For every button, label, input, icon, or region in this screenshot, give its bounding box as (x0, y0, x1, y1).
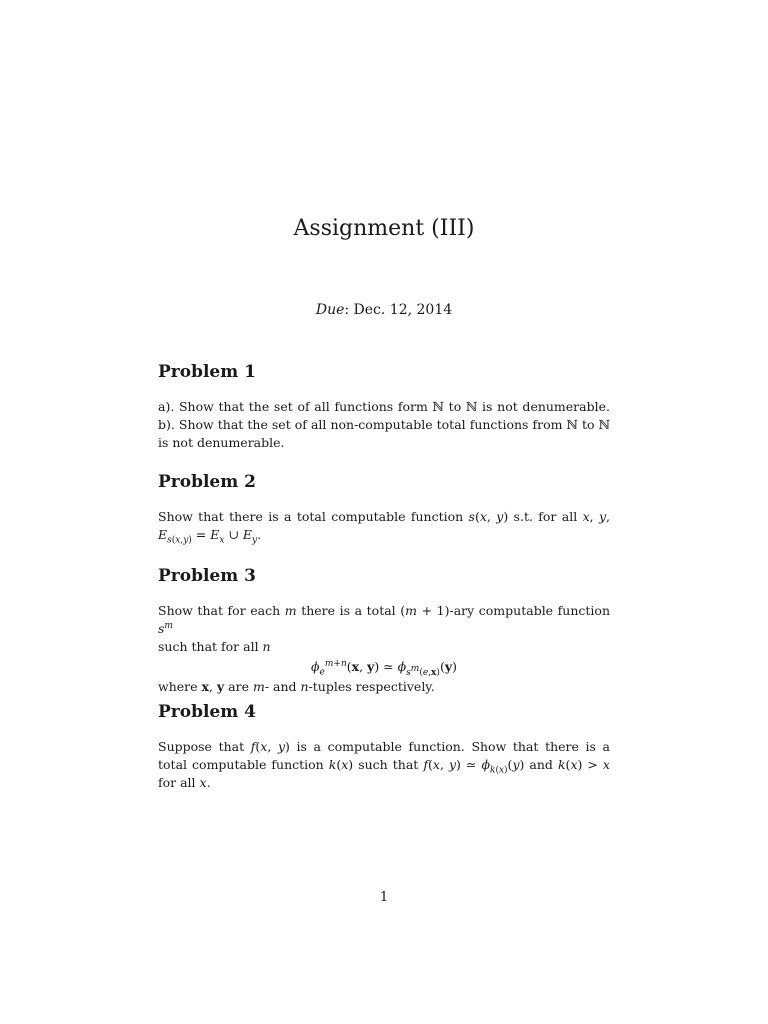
problem-2-heading: Problem 2 (158, 472, 256, 492)
due-label: Due (315, 302, 345, 318)
problem-4-text: Suppose that f(x, y) is a computable function. Show that there is a total computable function k(x) such that f(x, y) ≃ $\phi_{k(x)}(y)$ and k(x) > x for all x. (158, 739, 611, 790)
problem-3-heading: Problem 3 (158, 566, 256, 586)
problem-2-text: Show that there is a total computable function s(x, y) s.t. for all x, y, $E_{s(x,y)} = E_x$ ∪ $E_y$. (158, 509, 610, 546)
problem-2 (158, 472, 610, 544)
problem-4 (158, 702, 610, 792)
problem-1-heading: Problem 1 (158, 362, 256, 382)
problem-3-after-text: where x, y are m- and n-tuples respectively. (158, 679, 435, 694)
due-date-value: : Dec. 12, 2014 (344, 302, 453, 318)
problem-3-text: Show that for each m there is a total (m + 1)-ary computable function $s^m$ such that for all n (158, 603, 610, 654)
problem-1-text: a). Show that the set of all functions form ℕ to ℕ is not denumerable. b). Show that the set of all non-computable total functions from ℕ to ℕ is not denumerable. (158, 399, 610, 450)
problem-3-equation: $\phi_e^{m+n}(x$, y) ≃ $\phi_{s^m(e,x)}(y)$ (311, 658, 457, 678)
page-title: Assignment (III) (293, 216, 475, 241)
problem-1 (158, 362, 610, 452)
due-date (0, 302, 768, 318)
problem-3 (158, 566, 610, 696)
problem-4-heading: Problem 4 (158, 702, 256, 722)
page-number: 1 (379, 890, 389, 905)
